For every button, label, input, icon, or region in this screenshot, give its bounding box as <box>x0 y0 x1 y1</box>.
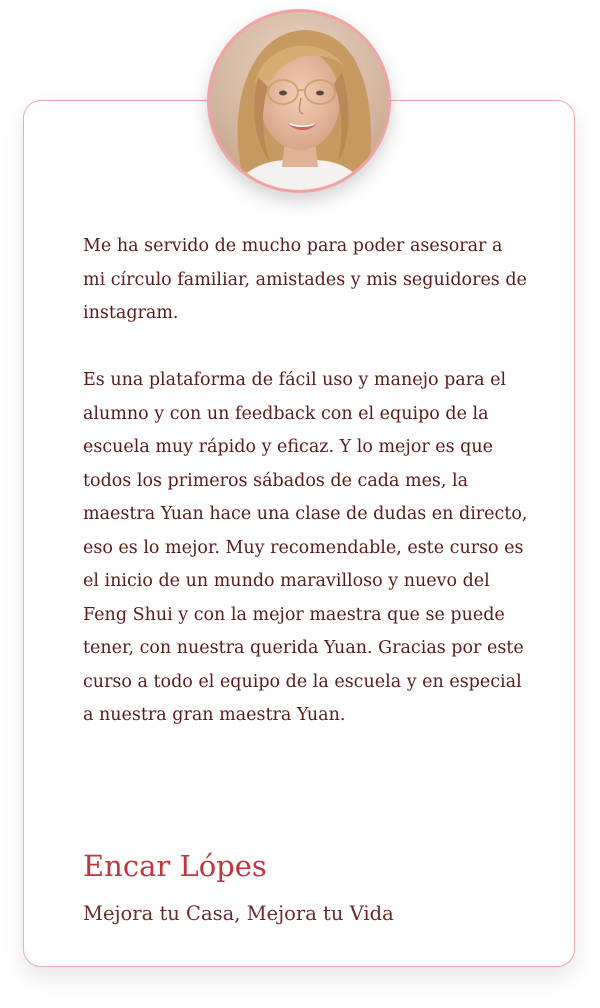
quote-paragraph: Es una plataforma de fácil uso y manejo para el alumno y con un feedback con el equipo de la escuela muy rápido y eficaz. Y lo mejor es que todos los primeros sábados de cada mes, la maestra Yuan hace una clase de dudas en directo, eso es lo mejor. Muy recomendable, este curso es el inicio de un mundo maravilloso y nuevo del Feng Shui y con la mejor maestra que se puede tener, con nuestra querida Yuan. Gracias por este curso a todo el equipo de la escuela y en especial a nuestra gran maestra Yuan. <box>83 370 528 725</box>
avatar <box>207 9 391 193</box>
author-subtitle: Mejora tu Casa, Mejora tu Vida <box>83 902 394 925</box>
author-name: Encar Lópes <box>83 849 267 883</box>
testimonial-quote <box>83 230 528 733</box>
quote-paragraph: Me ha servido de mucho para poder asesorar a mi círculo familiar, amistades y mis seguidores de instagram. <box>83 236 527 323</box>
avatar-photo <box>210 12 388 190</box>
